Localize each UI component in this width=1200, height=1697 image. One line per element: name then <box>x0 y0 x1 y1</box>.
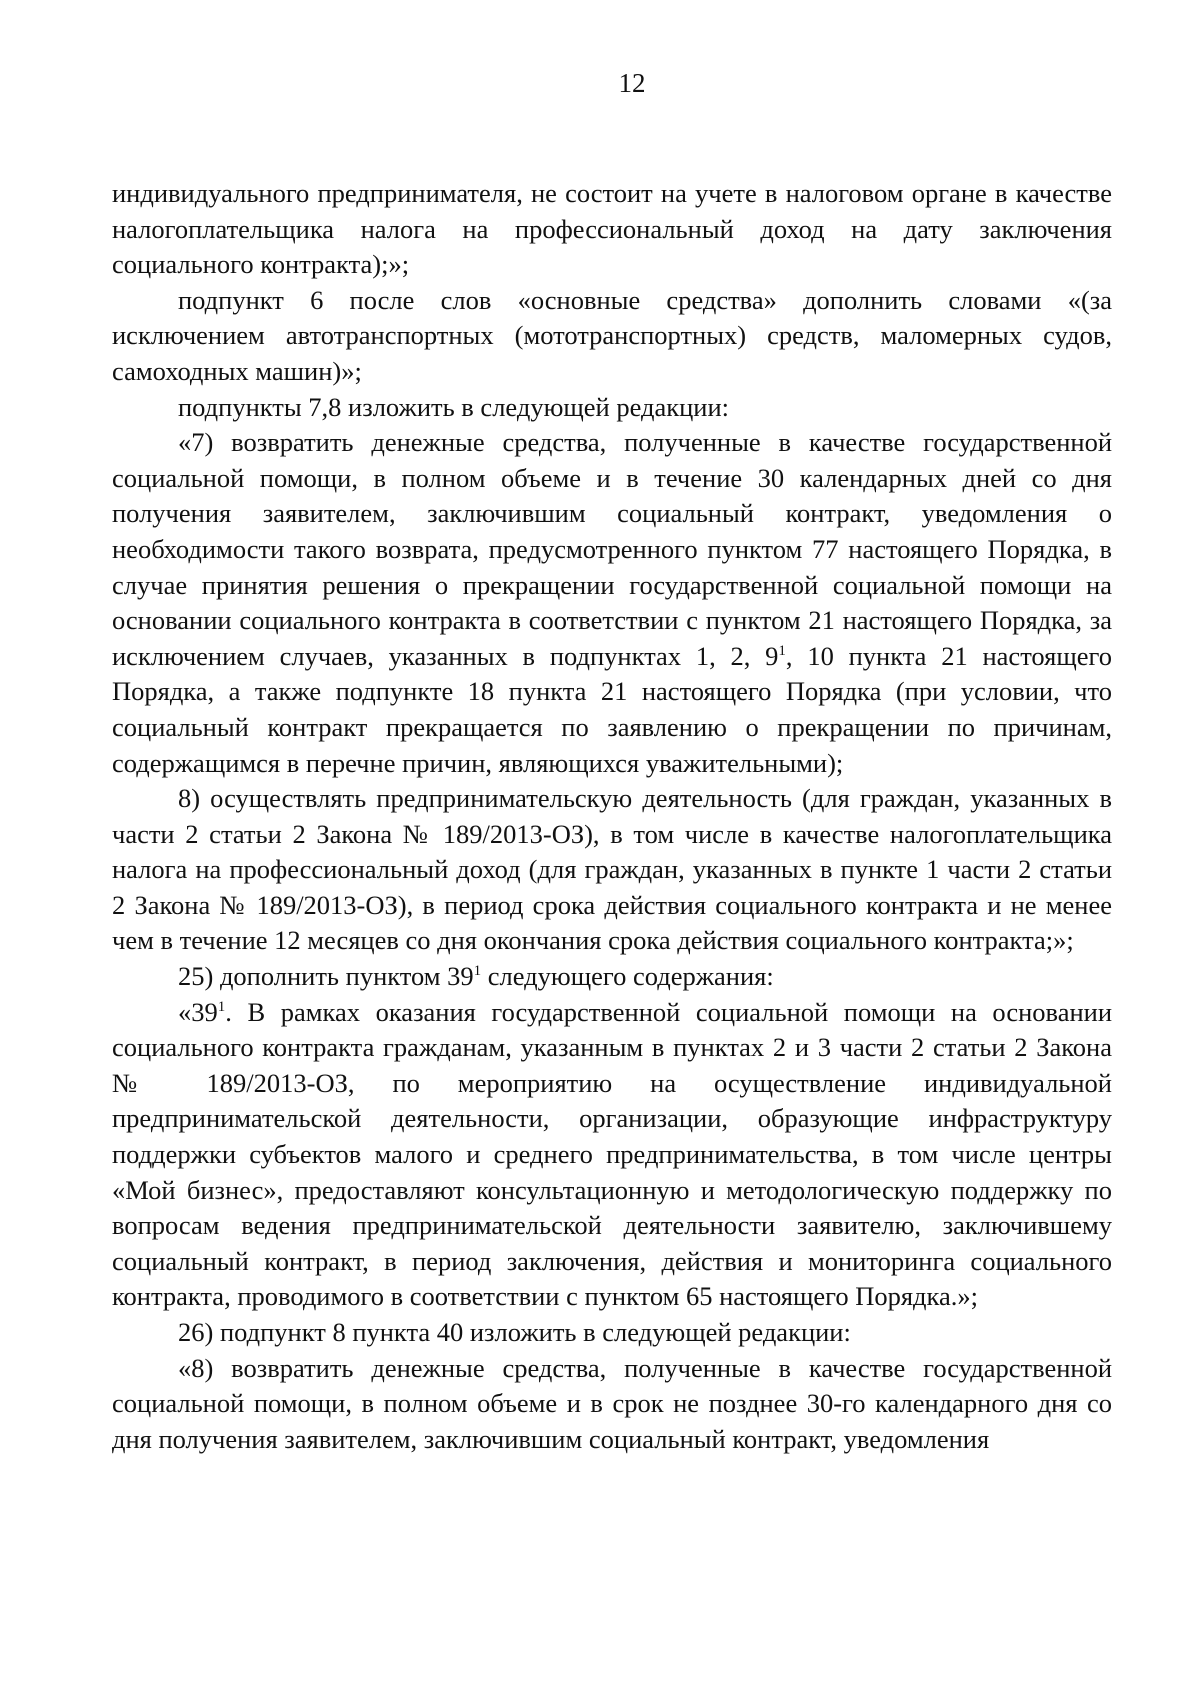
paragraph-item-8 <box>112 781 1112 959</box>
paragraph-continuation <box>112 176 1112 283</box>
paragraph-item-25 <box>112 959 1112 995</box>
paragraph-item-8-new <box>112 1351 1112 1458</box>
paragraph-text: , 10 пункта 21 настоящего Порядка, а также подпункте 18 пункта 21 настоящего Порядка (при условии, что социальный контракт прекращается по заявлению о прекращении по причинам, содержащимся в перечне причин, являющихся уважительными); <box>112 640 1112 778</box>
paragraph-item-39-1 <box>112 995 1112 1315</box>
paragraph-subpoint-6 <box>112 283 1112 390</box>
paragraph-text: «39 <box>178 996 218 1027</box>
paragraph-text: индивидуального предпринимателя, не состоит на учете в налоговом органе в качестве налогоплательщика налога на профессиональный доход на дату заключения социального контракта);»; <box>112 178 1112 280</box>
page-number: 12 <box>618 68 646 98</box>
paragraph-text: «7) возвратить денежные средства, полученные в качестве государственной социальной помощи, в полном объеме и в течение 30 календарных дней со дня получения заявителем, заключившим социальный контракт, уведомления о необходимости такого возврата, предусмотренного пунктом 77 настоящего Порядка, в случае принятия решения о прекращении государственной социальной помощи на основании социального контракта в соответствии с пунктом 21 настоящего Порядка, за исключением случаев, указанных в подпунктах 1, 2, 9 <box>112 427 1112 671</box>
paragraph-text: «8) возвратить денежные средства, полученные в качестве государственной социальной помощи, в полном объеме и в срок не позднее 30-го календарного дня со дня получения заявителем, заключившим социальный контракт, уведомления <box>112 1352 1112 1454</box>
superscript: 1 <box>473 963 482 980</box>
paragraph-text: 8) осуществлять предпринимательскую деятельность (для граждан, указанных в части 2 статьи 2 Закона № 189/2013-ОЗ), в том числе в качестве налогоплательщика налога на профессиональный доход (для граждан, указанных в пункте 1 части 2 статьи 2 Закона № 189/2013-ОЗ), в период срока действия социального контракта и не менее чем в течение 12 месяцев со дня окончания срока действия социального контракта;»; <box>112 783 1112 956</box>
paragraph-subpoints-7-8 <box>112 390 1112 426</box>
paragraph-text: следующего содержания: <box>481 961 774 992</box>
paragraph-text: подпункты 7,8 изложить в следующей редакции: <box>178 391 730 422</box>
paragraph-item-26 <box>112 1315 1112 1351</box>
paragraph-text: . В рамках оказания государственной социальной помощи на основании социального контракта гражданам, указанным в пунктах 2 и 3 части 2 статьи 2 Закона № 189/2013-ОЗ, по мероприятию на осуществление индивидуальной предпринимательской деятельности, организации, образующие инфраструктуру поддержки субъектов малого и среднего предпринимательства, в том числе центры «Мой бизнес», предоставляют консультационную и методологическую поддержку по вопросам ведения предпринимательской деятельности заявителю, заключившему социальный контракт, в период заключения, действия и мониторинга социального контракта, проводимого в соответствии с пунктом 65 настоящего Порядка.»; <box>112 996 1112 1312</box>
paragraph-item-7 <box>112 425 1112 781</box>
paragraph-text: 26) подпункт 8 пункта 40 изложить в следующей редакции: <box>178 1317 851 1347</box>
paragraph-text: подпункт 6 после слов «основные средства» дополнить словами «(за исключением автотранспортных (мототранспортных) средств, маломерных судов, самоходных машин)»; <box>112 284 1112 386</box>
superscript: 1 <box>778 642 786 659</box>
document-body <box>112 176 1112 1457</box>
paragraph-text: 25) дополнить пунктом 39 <box>178 961 474 992</box>
superscript: 1 <box>217 998 226 1015</box>
